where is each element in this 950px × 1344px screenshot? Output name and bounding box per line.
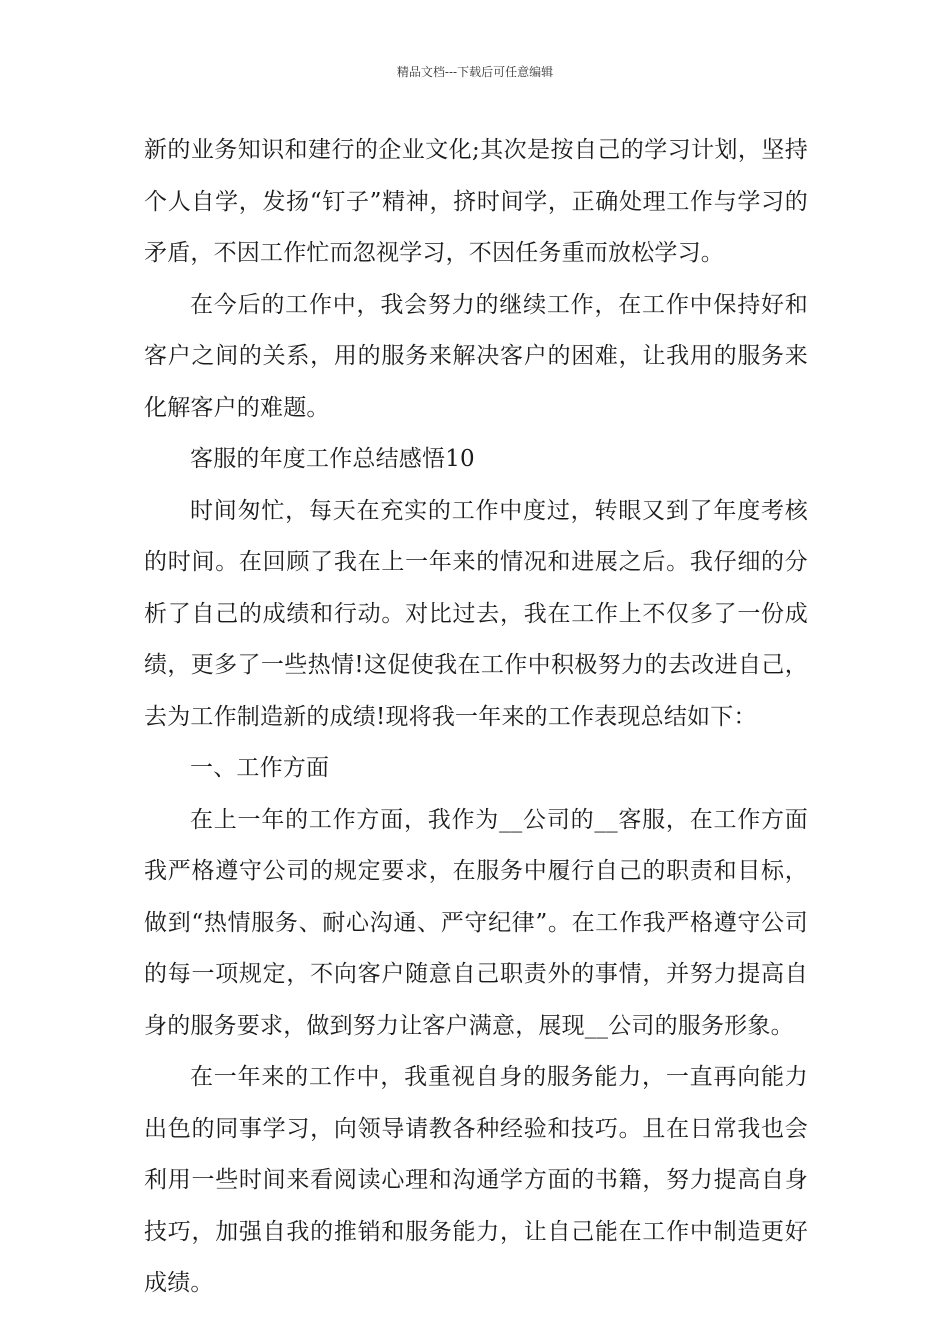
paragraph-2: 在今后的工作中，我会努力的继续工作，在工作中保持好和客户之间的关系，用的服务来解决客户的困难，让我用的服务来化解客户的难题。 [144, 291, 808, 421]
document-body [144, 125, 808, 1310]
paragraph-intro: 时间匆忙，每天在充实的工作中度过，转眼又到了年度考核的时间。在回顾了我在上一年来的情况和进展之后。我仔细的分析了自己的成绩和行动。对比过去，我在工作上不仅多了一份成绩，更多了一些热情!这促使我在工作中积极努力的去改进自己，去为工作制造新的成绩!现将我一年来的工作表现总结如下： [144, 497, 808, 730]
paragraph-work-2: 在一年来的工作中，我重视自身的服务能力，一直再向能力出色的同事学习，向领导请教各种经验和技巧。且在日常我也会利用一些时间来看阅读心理和沟通学方面的书籍，努力提高自身技巧，加强自我的推销和服务能力，让自己能在工作中制造更好成绩。 [144, 1064, 808, 1296]
paragraph-1: 新的业务知识和建行的企业文化;其次是按自己的学习计划，坚持个人自学，发扬“钉子”精神，挤时间学，正确处理工作与学习的矛盾，不因工作忙而忽视学习，不因任务重而放松学习。 [144, 137, 808, 266]
paragraph-work-1: 在上一年的工作方面，我作为__公司的__客服，在工作方面我严格遵守公司的规定要求，在服务中履行自己的职责和目标，做到“热情服务、耐心沟通、严守纪律”。在工作我严格遵守公司的每一项规定，不向客户随意自己职责外的事情，并努力提高自身的服务要求，做到努力让客户满意，展现__公司的服务形象。 [144, 806, 808, 1039]
section-heading-work: 一、工作方面 [190, 755, 330, 781]
page-header: 精品文档---下载后可任意编辑 [396, 65, 554, 79]
section-title-10: 客服的年度工作总结感悟10 [190, 446, 475, 472]
